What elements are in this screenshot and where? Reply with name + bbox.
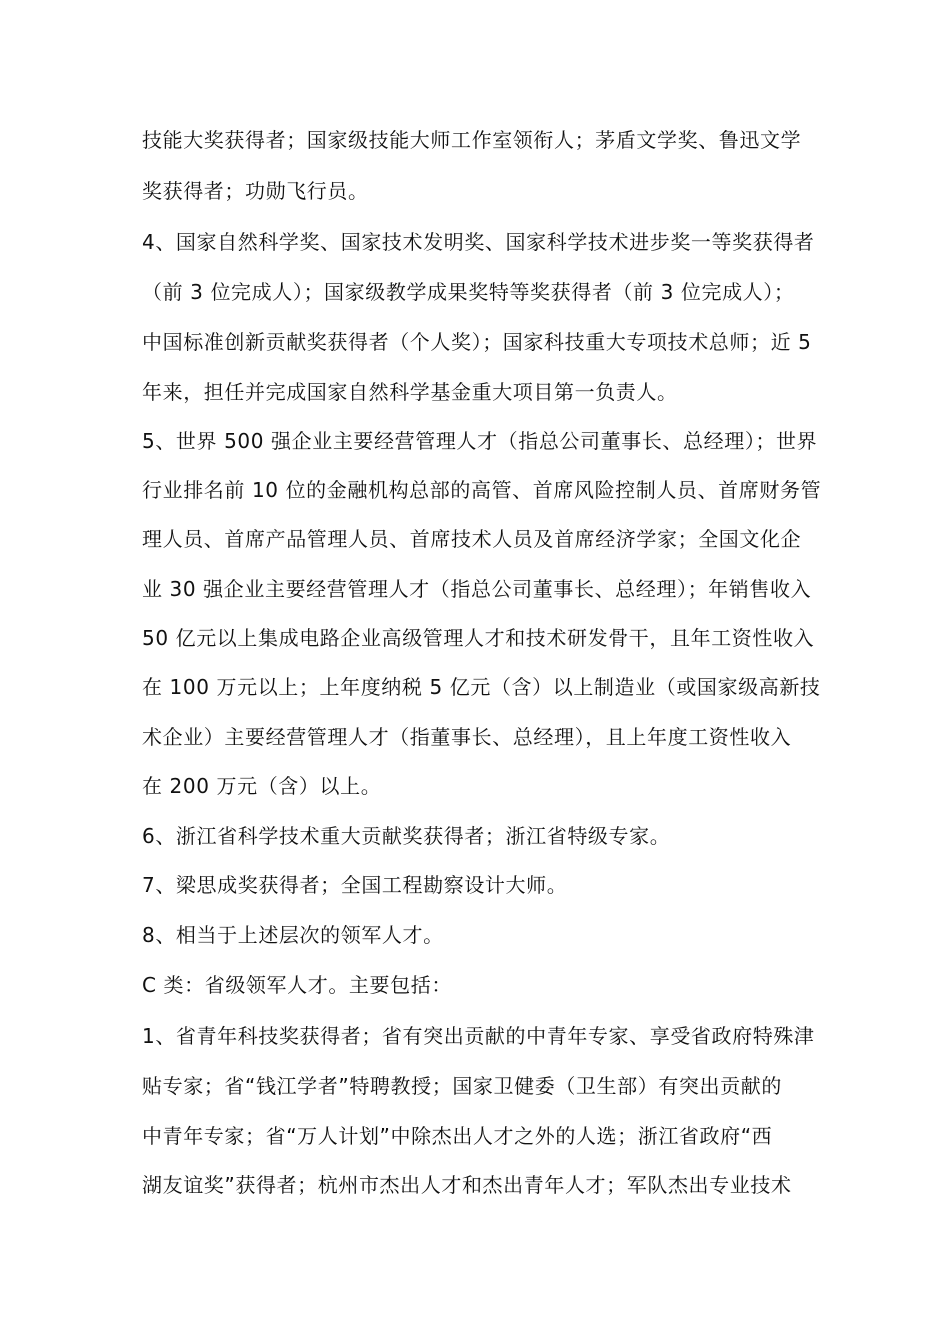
text-line: 8、相当于上述层次的领军人才。 [142,923,444,947]
text-line: 业 30 强企业主要经营管理人才（指总公司董事长、总经理）；年销售收入 [142,577,812,601]
text-line: （前 3 位完成人）；国家级教学成果奖特等奖获得者（前 3 位完成人）； [142,280,795,304]
text-line: 中国标准创新贡献奖获得者（个人奖）；国家科技重大专项技术总师；近 5 [142,330,812,354]
text-line: 行业排名前 10 位的金融机构总部的高管、首席风险控制人员、首席财务管 [142,478,822,502]
text-line: 在 200 万元（含）以上。 [142,774,382,798]
text-line: 6、浙江省科学技术重大贡献奖获得者；浙江省特级专家。 [142,824,671,848]
text-line: 年来，担任并完成国家自然科学基金重大项目第一负责人。 [142,380,678,404]
text-line: 理人员、首席产品管理人员、首席技术人员及首席经济学家；全国文化企 [142,527,802,551]
text-line: 50 亿元以上集成电路企业高级管理人才和技术研发骨干，且年工资性收入 [142,626,815,650]
text-line: 贴专家；省“钱江学者”特聘教授；国家卫健委（卫生部）有突出贡献的 [142,1074,782,1098]
text-line: 技能大奖获得者；国家级技能大师工作室领衔人；茅盾文学奖、鲁迅文学 [142,128,802,152]
text-line: 4、国家自然科学奖、国家技术发明奖、国家科学技术进步奖一等奖获得者 [142,230,815,254]
text-line: 在 100 万元以上；上年度纳税 5 亿元（含）以上制造业（或国家级高新技 [142,675,821,699]
text-line: 奖获得者；功勋飞行员。 [142,179,369,203]
text-line: 5、世界 500 强企业主要经营管理人才（指总公司董事长、总经理）；世界 [142,429,818,453]
text-line: 湖友谊奖”获得者；杭州市杰出人才和杰出青年人才；军队杰出专业技术 [142,1173,792,1197]
text-line: 7、梁思成奖获得者；全国工程勘察设计大师。 [142,873,568,897]
text-line: 1、省青年科技奖获得者；省有突出贡献的中青年专家、享受省政府特殊津 [142,1024,815,1048]
text-line: 中青年专家；省“万人计划”中除杰出人才之外的人选；浙江省政府“西 [142,1124,773,1148]
text-line: 术企业）主要经营管理人才（指董事长、总经理），且上年度工资性收入 [142,725,792,749]
text-line: C 类：省级领军人才。主要包括： [142,973,452,997]
